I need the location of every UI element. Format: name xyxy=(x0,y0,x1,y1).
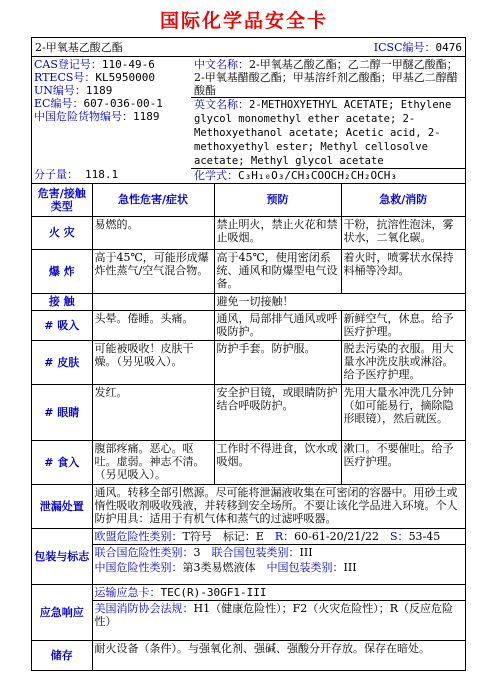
nfpa-code: 美国消防协会法规：H1（健康危险性）；F2（火灾危险性）；R（反应危险性） xyxy=(94,601,454,628)
spill-row: 泄漏处置 通风。转移全部引燃源。尽可能将泄漏液收集在可密闭的容器中。用砂土或惰性吸收剂吸收残液，并转移到安全场所。不要让该化学品进入环境。个人防护用具：适用于有机气体和蒸气的过滤呼吸器。 xyxy=(32,484,465,528)
packaging-row: 包装与标志 欧盟危险性类别：T符号 标记：E R：60-61-20/21/22 S：53-45 联合国危险性类别：3 联合国包装类别：III 中国危险性类别：第3类易燃液体 中国包装类别：III xyxy=(32,528,465,584)
emergency-row: 应急响应 运输应急卡：TEC(R)-30GF1-III 美国消防协会法规：H1（健康危险性）；F2（火灾危险性）；R（反应危险性） xyxy=(32,584,465,640)
cas-number: CAS登记号：110-49-6 xyxy=(34,58,155,71)
table-row: 爆 炸 高于45℃，可能形成爆炸性蒸气/空气混合物。 高于45℃，使用密闭系统、通风和防爆型电气设备。 着火时，喷雾状水保持料桶等冷却。 xyxy=(32,249,465,293)
molecular-weight: 分子量： 118.1 xyxy=(34,168,119,181)
chemical-name: 2-甲氧基乙酸乙酯 xyxy=(35,40,123,54)
header-first-aid: 急救/消防 xyxy=(341,184,465,216)
cn-dangerous-goods-number: 中国危险货物编号：1189 xyxy=(34,110,160,123)
header-prevention: 预防 xyxy=(214,184,341,216)
names xyxy=(191,57,465,183)
table-header xyxy=(32,184,465,216)
table-row: 接 触 避免一切接触！ xyxy=(32,293,465,310)
english-names: 英文名称：2-METHOXYETHYL ACETATE; Ethylene glycol monomethyl ether acetate; 2-Methoxyethanol acetate; Acetic acid, 2-methoxyethyl ester; Methyl cellosolve acetate; Methyl glycol acetate xyxy=(191,97,465,168)
cn-classification: 中国危险性类别：第3类易燃液体 中国包装类别：III xyxy=(94,560,357,574)
identifiers xyxy=(32,57,191,183)
icsc-number: ICSC编号：0476 xyxy=(373,40,462,54)
table-row: 火 灾 易燃的。 禁止明火，禁止火花和禁止吸烟。 干粉，抗溶性泡沫，雾状水，二氧化碳。 xyxy=(32,216,465,249)
eu-classification: 欧盟危险性类别：T符号 标记：E R：60-61-20/21/22 S：53-45 xyxy=(93,529,466,545)
un-classification: 联合国危险性类别：3 联合国包装类别：III xyxy=(94,545,313,559)
table-row: # 吸入 头晕。倦睡。头痛。 通风，局部排气通风或呼吸防护。 新鲜空气，休息。给予医疗护理。 xyxy=(32,310,465,340)
table-row: # 食入 腹部疼痛。恶心。呕吐。虚弱。神志不清。（另见吸入）。 工作时不得进食，饮水或吸烟。 漱口。不要催吐。给予医疗护理。 xyxy=(32,440,465,484)
card-title: 国际化学品安全卡 xyxy=(159,10,328,32)
safety-card xyxy=(31,37,466,671)
header-type: 危害/接触类型 xyxy=(32,184,92,216)
table-row: # 眼睛 发红。 安全护目镜，或眼睛防护结合呼吸防护。 先用大量水冲洗几分钟（如可能易行，摘除隐形眼镜），然后就医。 xyxy=(32,384,465,440)
chinese-names: 中文名称：2-甲氧基乙酸乙酯；乙二醇一甲醚乙酸酯；2-甲氧基醋酸乙酯；甲基溶纤剂乙酸酯；甲基乙二醇醋酸酯 xyxy=(194,58,458,97)
chemical-formula: 化学式：C₃H₁₀O₃/CH₃COOCH₂CH₂OCH₃ xyxy=(191,168,465,182)
ec-number: EC编号：607-036-00-1 xyxy=(34,97,163,110)
card-header xyxy=(32,38,465,57)
hazard-table xyxy=(32,184,465,670)
header-symptoms: 急性危害/症状 xyxy=(92,184,214,216)
un-number: UN编号：1189 xyxy=(34,84,113,97)
rtecs-number: RTECS号：KL5950000 xyxy=(34,71,156,84)
identification-section xyxy=(32,57,465,184)
table-row: # 皮肤 可能被吸收！皮肤干燥。（另见吸入）。 防护手套。防护服。 脱去污染的衣服。用大量水冲洗皮肤或淋浴。给予医疗护理。 xyxy=(32,340,465,384)
transport-card: 运输应急卡：TEC(R)-30GF1-III xyxy=(93,585,466,601)
storage-row: 储存 耐火设备（条件）。与强氧化剂、强碱、强酸分开存放。保存在暗处。 xyxy=(32,640,465,670)
